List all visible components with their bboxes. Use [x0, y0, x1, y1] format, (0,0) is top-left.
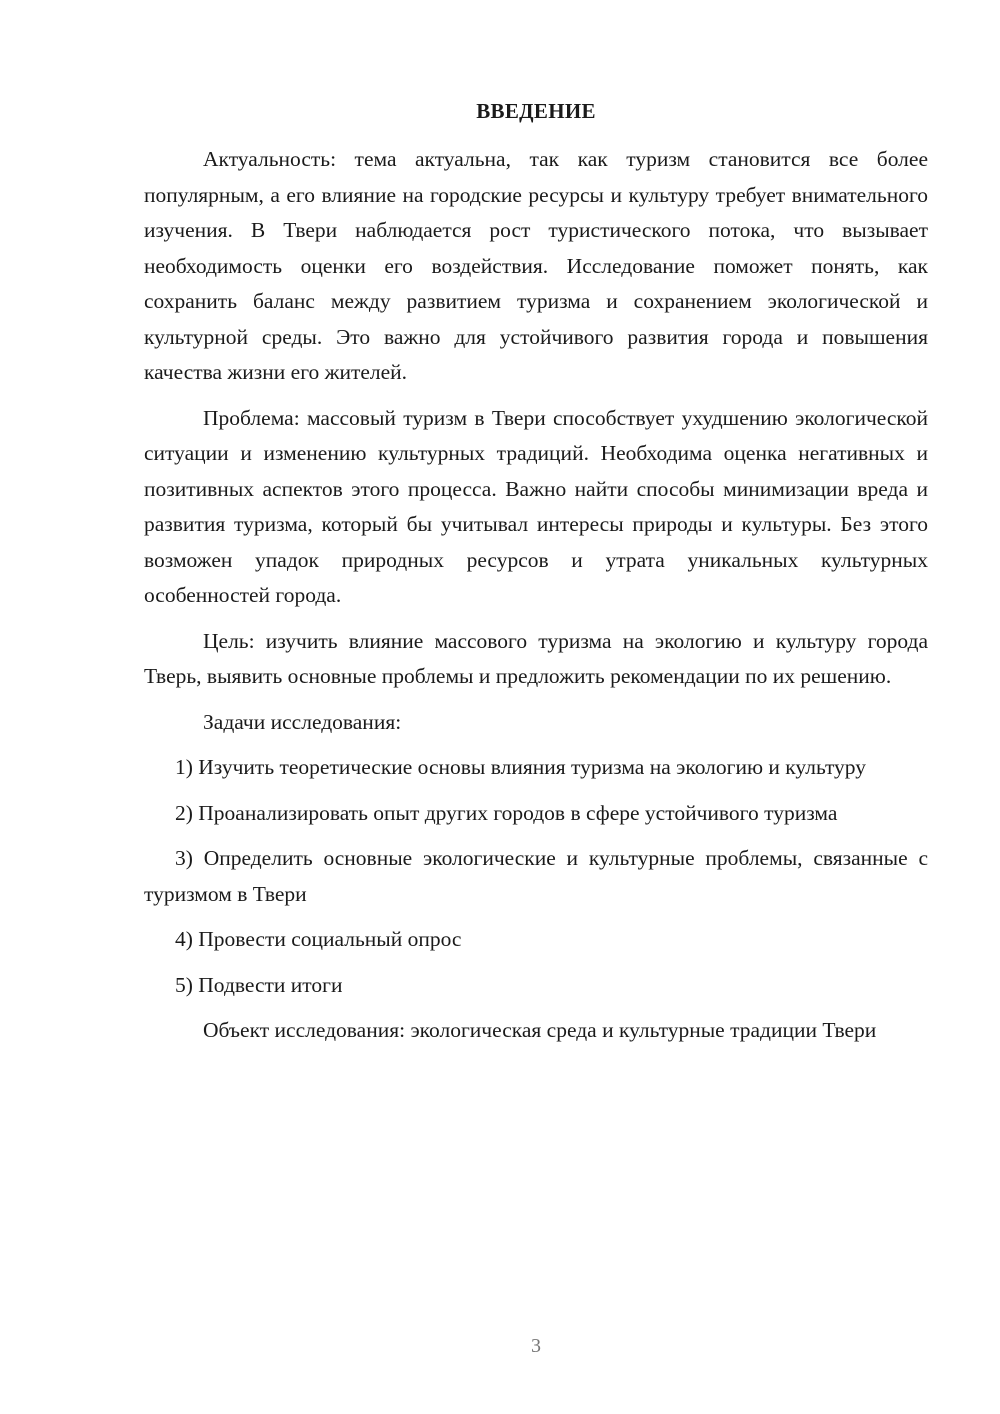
task-item: 4) Провести социальный опрос	[175, 927, 462, 951]
tasks-heading: Задачи исследования:	[203, 709, 402, 734]
task-item: 5) Подвести итоги	[175, 972, 343, 997]
problem-paragraph: Проблема: массовый туризм в Твери способствует ухудшению экологической ситуации и изменению культурных традиций. Необходима оценка негативных и позитивных аспектов этого процесса. Важно найти способы минимизации вреда и развития туризма, который бы учитывал интересы природы и культуры. Без этого возможен упадок природных ресурсов и утрата уникальных культурных особенностей города.	[144, 405, 928, 607]
document-body	[144, 142, 928, 1059]
goal-paragraph: Цель: изучить влияние массового туризма на экологию и культуру города Тверь, выявить основные проблемы и предложить рекомендации по их решению.	[144, 628, 928, 688]
task-item: 2) Проанализировать опыт других городов в сфере устойчивого туризма	[175, 800, 838, 825]
section-heading: ВВЕДЕНИЕ	[476, 99, 596, 123]
page-number: 3	[531, 1335, 541, 1357]
relevance-paragraph: Актуальность: тема актуальна, так как туризм становится все более популярным, а его влияние на городские ресурсы и культуру требует внимательного изучения. В Твери наблюдается рост туристического потока, что вызывает необходимость оценки его воздействия. Исследование поможет понять, как сохранить баланс между развитием туризма и сохранением экологической и культурной среды. Это важно для устойчивого развития города и повышения качества жизни его жителей.	[144, 147, 928, 384]
task-item: 1) Изучить теоретические основы влияния туризма на экологию и культуру	[175, 755, 867, 779]
object-paragraph: Объект исследования: экологическая среда и культурные традиции Твери	[203, 1018, 877, 1042]
task-item: 3) Определить основные экологические и культурные проблемы, связанные с туризмом в Твери	[144, 846, 928, 906]
